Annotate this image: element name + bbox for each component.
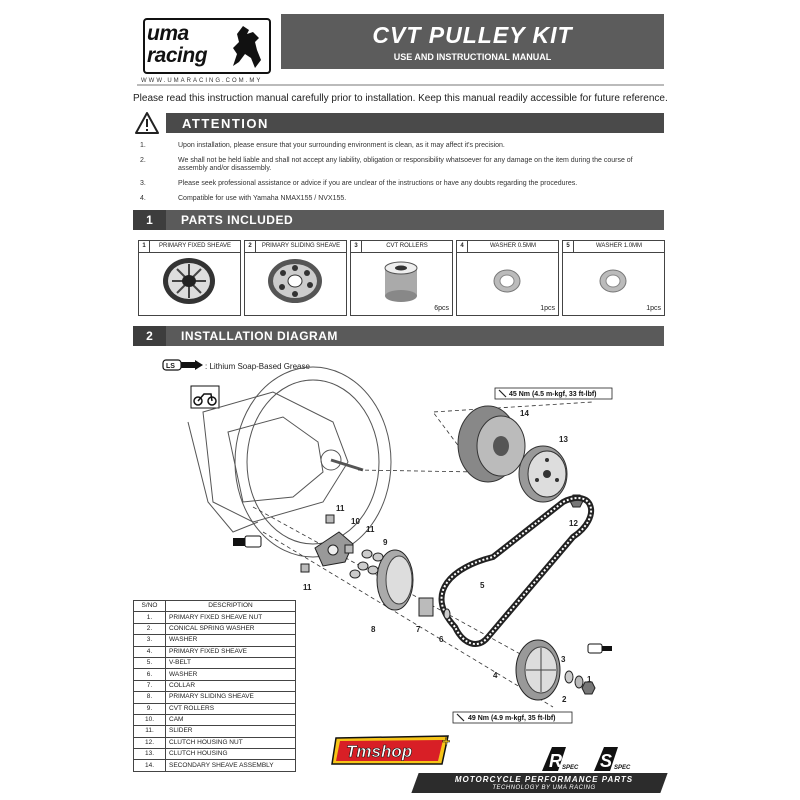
primary-sliding-sheave-image — [245, 254, 346, 306]
attention-title: ATTENTION — [182, 116, 269, 131]
table-row — [134, 703, 296, 714]
intro-text: Please read this instruction manual carefully prior to installation. Keep this manual readily accessible for future reference. — [133, 93, 668, 104]
note-number: 1. — [140, 142, 146, 149]
washer-part — [444, 609, 450, 619]
washer-image — [457, 254, 558, 306]
tmshop-logo — [330, 732, 460, 768]
callout-label: 8 — [371, 625, 376, 634]
row-number: 11. — [134, 726, 166, 737]
logo-url: WWW.UMARACING.COM.MY — [141, 78, 263, 84]
footer-tech: TECHNOLOGY BY UMA RACING — [492, 785, 596, 791]
note-text: Upon installation, please ensure that your surrounding environment is clean, as it may affect it's precision. — [178, 142, 505, 149]
row-number: 1. — [134, 612, 166, 623]
grease-badge-text: LS — [166, 363, 175, 370]
row-description: SECONDARY SHEAVE ASSEMBLY — [166, 760, 296, 771]
page-title: CVT PULLEY KIT — [372, 22, 573, 48]
callout-label: 1 — [587, 675, 592, 684]
conical-spring-washer — [575, 676, 583, 688]
torque-spec-bottom — [453, 712, 572, 723]
callout-label: 14 — [520, 409, 529, 418]
part-card-primary-fixed-sheave — [138, 240, 241, 316]
row-description: PRIMARY FIXED SHEAVE NUT — [166, 612, 296, 623]
row-description: CLUTCH HOUSING — [166, 749, 296, 760]
table-row — [134, 680, 296, 691]
callout-label: 11 — [303, 583, 312, 592]
grease-label: : Lithium Soap-Based Grease — [205, 362, 310, 371]
secondary-sheave-assembly — [458, 406, 525, 482]
callout-label: 6 — [439, 635, 444, 644]
slider — [301, 564, 309, 572]
callout-label: 9 — [383, 538, 388, 547]
section-number: 2 — [133, 326, 166, 346]
row-description: SLIDER — [166, 726, 296, 737]
grease-icon — [163, 360, 203, 370]
slider — [345, 545, 353, 553]
table-row — [134, 669, 296, 680]
part-qty: 1pcs — [646, 305, 661, 312]
table-row — [134, 749, 296, 760]
s-spec-badge — [592, 745, 637, 773]
header-divider — [137, 84, 664, 86]
row-description: CONICAL SPRING WASHER — [166, 623, 296, 634]
part-name: PRIMARY FIXED SHEAVE — [158, 243, 232, 249]
table-row — [134, 657, 296, 668]
diagram-section-bar — [133, 326, 664, 346]
row-number: 8. — [134, 692, 166, 703]
r-spec-badge — [540, 745, 585, 773]
tmshop-plus: + — [442, 733, 451, 749]
table-row — [134, 737, 296, 748]
row-description: PRIMARY SLIDING SHEAVE — [166, 692, 296, 703]
s-badge-spec: SPEC — [614, 765, 631, 771]
part-number: 5 — [563, 241, 574, 252]
callout-label: 10 — [351, 517, 360, 526]
column-header-sno: S/NO — [134, 601, 166, 612]
part-number: 1 — [139, 241, 150, 252]
part-name: WASHER 0.5MM — [489, 243, 537, 249]
table-row — [134, 635, 296, 646]
warning-icon — [134, 111, 160, 135]
rearing-horse-icon — [225, 24, 265, 70]
row-description: PRIMARY FIXED SHEAVE — [166, 646, 296, 657]
slider — [326, 515, 334, 523]
row-number: 14. — [134, 760, 166, 771]
parts-section-bar — [133, 210, 664, 230]
note-number: 4. — [140, 195, 146, 202]
uma-racing-logo — [137, 12, 267, 84]
parts-legend-table — [133, 600, 296, 772]
note-text: Compatible for use with Yamaha NMAX155 / NVX155. — [178, 195, 347, 202]
tmshop-text: Tmshop — [346, 742, 413, 761]
part-number: 2 — [245, 241, 256, 252]
row-number: 9. — [134, 703, 166, 714]
callout-label: 11 — [366, 525, 375, 534]
part-card-primary-sliding-sheave — [244, 240, 347, 316]
grease-marker-icon — [233, 536, 261, 547]
footer-tagline: MOTORCYCLE PERFORMANCE PARTS — [454, 775, 634, 784]
note-item — [140, 157, 664, 173]
r-badge-letter: R — [549, 751, 562, 771]
part-card-cvt-rollers — [350, 240, 453, 316]
callout-label: 13 — [559, 435, 568, 444]
part-qty: 1pcs — [540, 305, 555, 312]
grease-marker-icon — [588, 644, 612, 653]
motorcycle-icon — [191, 386, 219, 408]
note-text: We shall not be held liable and shall not accept any liability, obligation or responsibility whatsoever for any damage on the item during the course of assembly and/or disassembly. — [178, 157, 633, 172]
page-subtitle: USE AND INSTRUCTIONAL MANUAL — [393, 52, 552, 62]
note-item — [140, 195, 664, 203]
row-number: 3. — [134, 635, 166, 646]
row-description: COLLAR — [166, 680, 296, 691]
torque-top-text: 45 Nm (4.5 m-kgf, 33 ft-lbf) — [509, 391, 597, 398]
row-number: 4. — [134, 646, 166, 657]
table-header-row — [134, 601, 296, 612]
callout-label: 7 — [416, 625, 421, 634]
part-number: 4 — [457, 241, 468, 252]
row-number: 6. — [134, 669, 166, 680]
note-item — [140, 180, 664, 188]
row-number: 12. — [134, 737, 166, 748]
header-band — [281, 14, 664, 69]
callout-label: 3 — [561, 655, 566, 664]
section-label: INSTALLATION DIAGRAM — [181, 329, 338, 343]
part-number: 3 — [351, 241, 362, 252]
row-description: CAM — [166, 714, 296, 725]
section-label: PARTS INCLUDED — [181, 213, 294, 227]
part-card-washer-0-5mm — [456, 240, 559, 316]
section-number: 1 — [133, 210, 166, 230]
attention-notes — [140, 142, 664, 210]
row-description: WASHER — [166, 635, 296, 646]
table-row — [134, 646, 296, 657]
callout-label: 4 — [493, 671, 498, 680]
primary-fixed-sheave-image — [139, 254, 240, 306]
collar — [419, 598, 433, 616]
r-badge-spec: SPEC — [562, 765, 579, 771]
row-description: WASHER — [166, 669, 296, 680]
part-qty: 6pcs — [434, 305, 449, 312]
table-row — [134, 612, 296, 623]
table-row — [134, 714, 296, 725]
cvt-roller-image — [351, 254, 452, 306]
part-name: CVT ROLLERS — [386, 243, 428, 249]
part-name: PRIMARY SLIDING SHEAVE — [261, 243, 341, 249]
torque-spec-top — [495, 388, 612, 399]
callout-label: 5 — [480, 581, 485, 590]
row-description: CVT ROLLERS — [166, 703, 296, 714]
row-number: 2. — [134, 623, 166, 634]
clutch-housing — [519, 446, 567, 502]
row-number: 7. — [134, 680, 166, 691]
torque-bottom-text: 49 Nm (4.9 m-kgf, 35 ft-lbf) — [468, 715, 556, 722]
s-badge-letter: S — [600, 751, 613, 771]
note-text: Please seek professional assistance or advice if you are unclear of the instructions or have any doubts regarding the procedures. — [178, 180, 578, 187]
part-card-washer-1-0mm — [562, 240, 665, 316]
column-header-description: DESCRIPTION — [166, 601, 296, 612]
attention-bar — [166, 113, 664, 133]
row-number: 5. — [134, 657, 166, 668]
note-number: 2. — [140, 157, 146, 164]
row-description: CLUTCH HOUSING NUT — [166, 737, 296, 748]
table-row — [134, 726, 296, 737]
logo-line2: racing — [147, 44, 208, 67]
table-row — [134, 623, 296, 634]
note-item — [140, 142, 664, 150]
row-number: 10. — [134, 714, 166, 725]
washer-part — [565, 671, 573, 683]
callout-label: 12 — [569, 519, 578, 528]
washer-image — [563, 254, 664, 306]
logo-line1: uma — [147, 22, 189, 45]
primary-fixed-sheave — [516, 640, 560, 700]
part-name: WASHER 1.0MM — [595, 243, 643, 249]
table-row — [134, 760, 296, 771]
table-row — [134, 692, 296, 703]
callout-label: 2 — [562, 695, 567, 704]
row-description: V-BELT — [166, 657, 296, 668]
callout-label: 11 — [336, 504, 345, 513]
note-number: 3. — [140, 180, 146, 187]
row-number: 13. — [134, 749, 166, 760]
